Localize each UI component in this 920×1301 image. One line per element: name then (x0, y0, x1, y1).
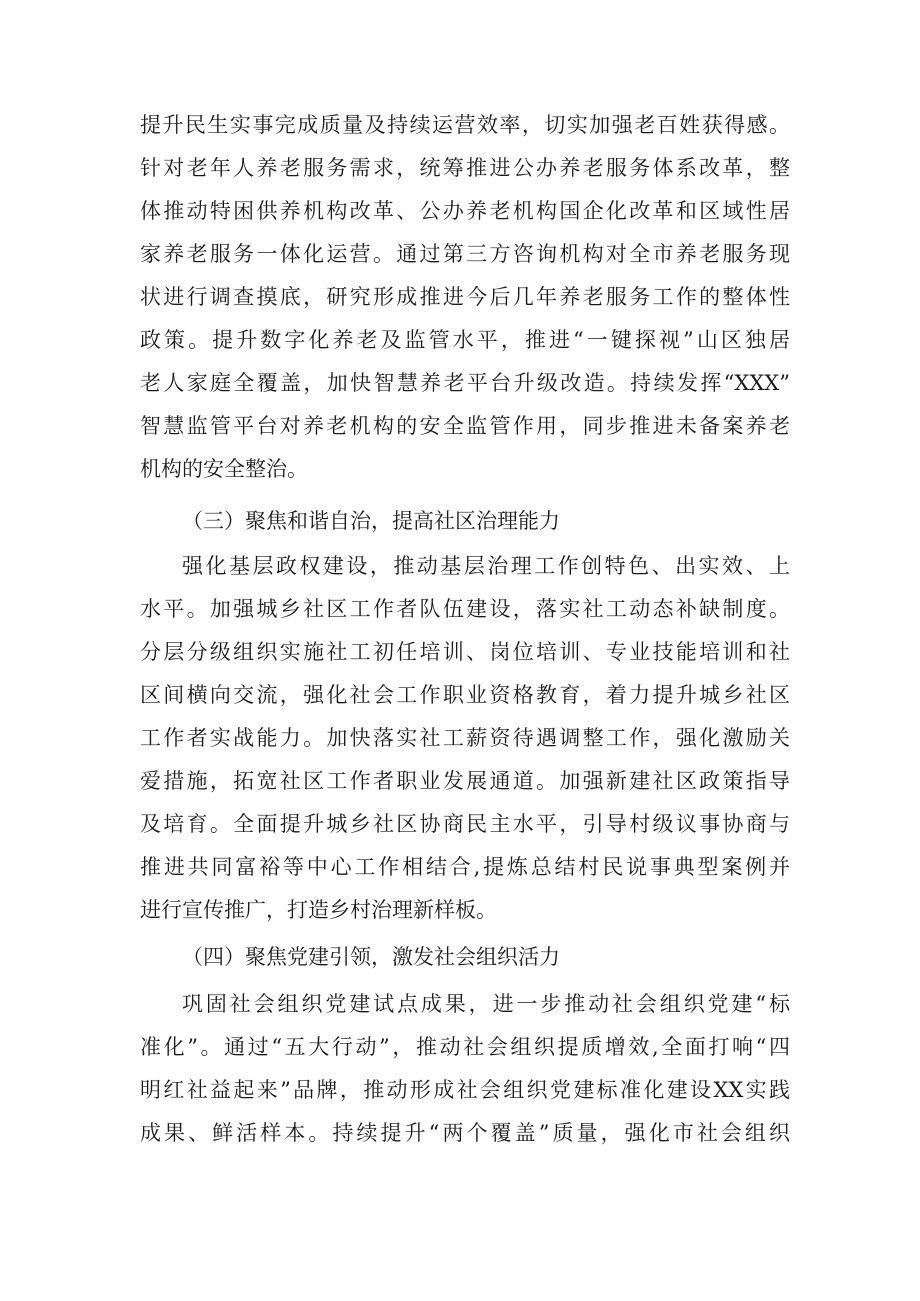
paragraph-line: 准化”。通过“五大行动”，推动社会组织提质增效,全面打响“四 (140, 1035, 790, 1059)
section-heading: （三）聚焦和谐自治，提高社区治理能力 (182, 509, 560, 533)
paragraph-line: 状进行调查摸底，研究形成推进今后几年养老服务工作的整体性 (140, 285, 790, 309)
paragraph-line: 成果、鲜活样本。持续提升“两个覆盖”质量，强化市社会组织 (140, 1121, 790, 1145)
paragraph-line: 强化基层政权建设，推动基层治理工作创特色、出实效、上 (182, 554, 790, 578)
paragraph-line: 机构的安全整治。 (140, 457, 308, 481)
paragraph-line: 体推动特困供养机构改革、公办养老机构国企化改革和区域性居 (140, 199, 790, 223)
paragraph-line: 及培育。全面提升城乡社区协商民主水平，引导村级议事协商与 (140, 812, 790, 836)
paragraph-line: 巩固社会组织党建试点成果，进一步推动社会组织党建“标 (182, 992, 790, 1016)
paragraph-line: 老人家庭全覆盖，加快智慧养老平台升级改造。持续发挥“XXX” (140, 371, 790, 395)
paragraph-line: 推进共同富裕等中心工作相结合,提炼总结村民说事典型案例并 (140, 855, 790, 879)
paragraph-line: 工作者实战能力。加快落实社工薪资待遇调整工作，强化激励关 (140, 726, 790, 750)
paragraph-line: 区间横向交流，强化社会工作职业资格教育，着力提升城乡社区 (140, 683, 790, 707)
paragraph-line: 爱措施，拓宽社区工作者职业发展通道。加强新建社区政策指导 (140, 769, 790, 793)
section-heading: （四）聚焦党建引领，激发社会组织活力 (182, 945, 560, 969)
paragraph-line: 家养老服务一体化运营。通过第三方咨询机构对全市养老服务现 (140, 242, 790, 266)
paragraph-line: 分层分级组织实施社工初任培训、岗位培训、专业技能培训和社 (140, 640, 790, 664)
paragraph-line: 明红社益起来”品牌，推动形成社会组织党建标准化建设XX实践 (140, 1078, 790, 1102)
paragraph-line: 针对老年人养老服务需求，统筹推进公办养老服务体系改革，整 (140, 156, 790, 180)
paragraph-line: 水平。加强城乡社区工作者队伍建设，落实社工动态补缺制度。 (140, 597, 790, 621)
paragraph-line: 进行宣传推广，打造乡村治理新样板。 (140, 898, 497, 922)
paragraph-line: 政策。提升数字化养老及监管水平，推进“一键探视”山区独居 (140, 328, 790, 352)
paragraph-line: 提升民生实事完成质量及持续运营效率，切实加强老百姓获得感。 (140, 113, 790, 137)
paragraph-line: 智慧监管平台对养老机构的安全监管作用，同步推进未备案养老 (140, 414, 790, 438)
